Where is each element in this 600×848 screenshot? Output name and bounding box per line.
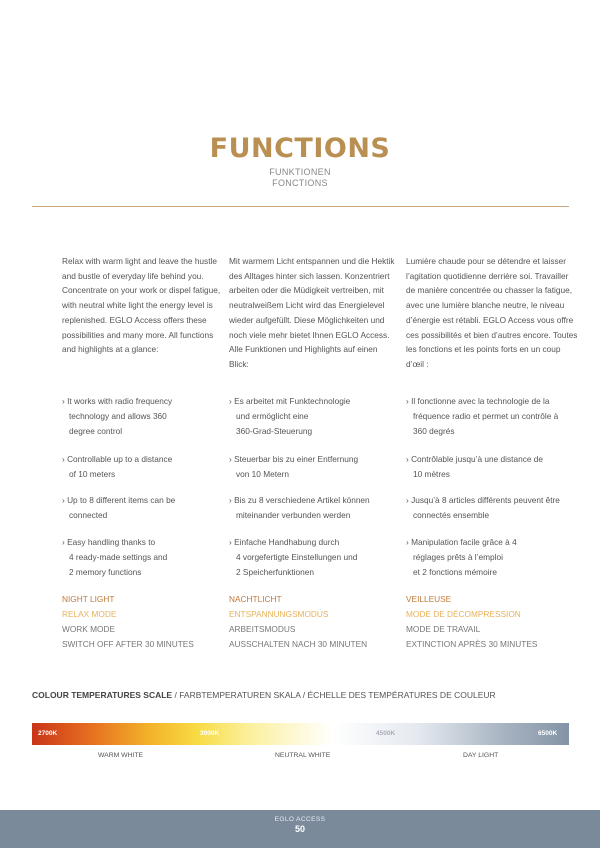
bullet-german-radio: › Es arbeitet mit Funktechnologie und ermöglicht eine 360-Grad-Steuerung: [229, 396, 351, 436]
bullet-french-handling: › Manipulation facile grâce à 4 réglages prêts à l’emploi et 2 fonctions mémoire: [406, 537, 517, 577]
mode-switch-off: AUSSCHALTEN NACH 30 MINUTEN: [229, 639, 368, 649]
bullet-german-handling: › Einfache Handhabung durch 4 vorgefertigte Einstellungen und 2 Speicherfunktionen: [229, 537, 358, 577]
subtitle-german: FUNKTIONEN: [269, 167, 331, 177]
mode-work: ARBEITSMODUS: [229, 624, 296, 634]
tick-3000k: 3000K: [200, 730, 220, 737]
bullet-english-items: › Up to 8 different items can be connected: [62, 495, 176, 520]
bullet-english-handling: › Easy handling thanks to 4 ready-made settings and 2 memory functions: [62, 537, 168, 577]
bullet-french-distance: › Contrôlable jusqu’à une distance de 10 mètres: [406, 454, 543, 479]
mode-relax: MODE DE DÉCOMPRESSION: [406, 609, 521, 619]
bullet-french-items: › Jusqu’à 8 articles différents peuvent être connectés ensemble: [406, 495, 560, 520]
mode-switch-off: EXTINCTION APRÈS 30 MINUTES: [406, 639, 538, 649]
mode-relax: ENTSPANNUNGSMODUS: [229, 609, 329, 619]
subtitle-french: FONCTIONS: [272, 178, 328, 188]
scale-title: COLOUR TEMPERATURES SCALE / FARBTEMPERATUREN SKALA / ÉCHELLE DES TEMPÉRATURES DE COULEUR: [32, 690, 496, 700]
bullet-german-distance: › Steuerbar bis zu einer Entfernung von 10 Metern: [229, 454, 359, 479]
label-warm-white: WARM WHITE: [98, 752, 144, 759]
intro-english: Relax with warm light and leave the hustle and bustle of everyday life behind you. Concentrate on your work or dispel fatigue, with neutral white light the energy level is replenished. EGLO Access offers these possibilities and many more. All functions and highlights at a glance:: [62, 256, 221, 355]
mode-relax: RELAX MODE: [62, 609, 117, 619]
tick-4500k: 4500K: [376, 730, 396, 737]
footer-brand: EGLO ACCESS: [274, 816, 326, 823]
label-neutral-white: NEUTRAL WHITE: [275, 752, 331, 759]
page-title: FUNCTIONS: [209, 133, 391, 164]
page-number: 50: [294, 824, 305, 834]
tick-2700k: 2700K: [38, 730, 58, 737]
mode-night-light: NIGHT LIGHT: [62, 594, 115, 604]
modes-french: [406, 592, 578, 652]
bullet-english-radio: › It works with radio frequency technology and allows 360 degree control: [62, 396, 173, 436]
color-temperature-gradient-bar: [32, 723, 569, 745]
header-divider: [32, 206, 569, 207]
intro-french: Lumière chaude pour se détendre et laisser l’agitation quotidienne derrière soi. Travailler de manière concentrée ou chasser la fatigue, avec une lumière blanche neutre, le niveau d’énergie est rétabli. EGLO Access vous offre ces possibilités et bien d’autres encore. Toutes les fonctions et les points forts en un coup d’œil :: [406, 256, 578, 369]
modes-english: [62, 592, 222, 652]
mode-switch-off: SWITCH OFF AFTER 30 MINUTES: [62, 639, 194, 649]
mode-night-light: VEILLEUSE: [406, 594, 452, 604]
mode-work: WORK MODE: [62, 624, 116, 634]
label-day-light: DAY LIGHT: [463, 752, 499, 759]
modes-german: [229, 592, 399, 652]
tick-6500k: 6500K: [538, 730, 558, 737]
mode-work: MODE DE TRAVAIL: [406, 624, 481, 634]
bullet-english-distance: › Controllable up to a distance of 10 meters: [62, 454, 173, 479]
mode-night-light: NACHTLICHT: [229, 594, 282, 604]
intro-german: Mit warmem Licht entspannen und die Hektik des Alltages hinter sich lassen. Konzentriert arbeiten oder die Müdigkeit vertreiben, mit neutralweißem Licht wird das Energielevel wieder aufgefüllt. Diese Möglichkeiten und noch viele mehr bietet Ihnen EGLO Access. Alle Funktionen und Highlights auf einen Blick:: [229, 256, 395, 369]
bullet-french-radio: › Il fonctionne avec la technologie de la fréquence radio et permet un contrôle à 360 degrés: [406, 396, 559, 436]
bullet-german-items: › Bis zu 8 verschiedene Artikel können miteinander verbunden werden: [229, 495, 370, 520]
